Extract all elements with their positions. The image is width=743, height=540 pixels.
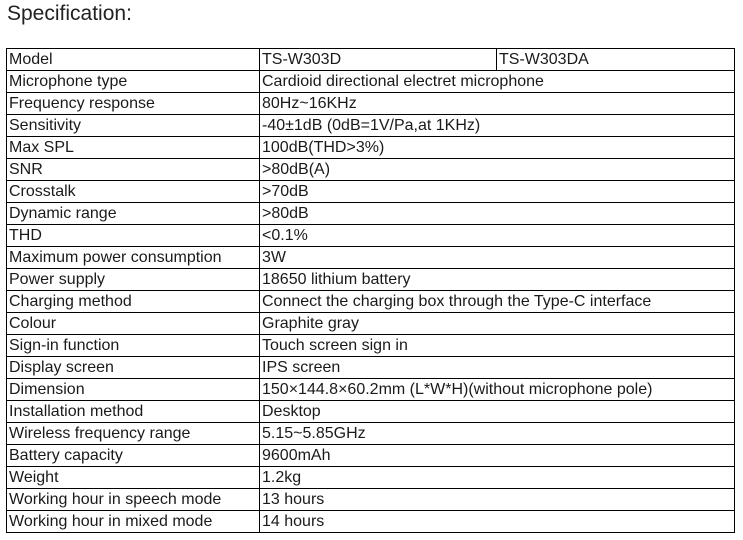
spec-label: Microphone type (7, 71, 260, 93)
spec-value: Graphite gray (260, 313, 735, 335)
spec-value: IPS screen (260, 357, 735, 379)
spec-value: Cardioid directional electret microphone (260, 71, 735, 93)
spec-label: Model (7, 49, 260, 71)
table-row (7, 489, 735, 511)
spec-label: Installation method (7, 401, 260, 423)
spec-label: Maximum power consumption (7, 247, 260, 269)
table-row (7, 379, 735, 401)
table-row (7, 467, 735, 489)
spec-label: Sign-in function (7, 335, 260, 357)
model-a-cell: TS-W303D (260, 49, 497, 71)
table-row (7, 203, 735, 225)
spec-value: Connect the charging box through the Type-C interface (260, 291, 735, 313)
table-row (7, 247, 735, 269)
spec-label: Dynamic range (7, 203, 260, 225)
table-row (7, 423, 735, 445)
spec-label: Wireless frequency range (7, 423, 260, 445)
spec-label: Sensitivity (7, 115, 260, 137)
spec-value: 3W (260, 247, 735, 269)
spec-label: Frequency response (7, 93, 260, 115)
spec-value: 9600mAh (260, 445, 735, 467)
table-row (7, 115, 735, 137)
table-row (7, 313, 735, 335)
table-row (7, 357, 735, 379)
spec-value: 14 hours (260, 511, 735, 533)
model-b-cell: TS-W303DA (497, 49, 735, 71)
spec-label: THD (7, 225, 260, 247)
table-row (7, 401, 735, 423)
table-row (7, 511, 735, 533)
spec-label: Display screen (7, 357, 260, 379)
spec-label: Crosstalk (7, 181, 260, 203)
spec-label: Dimension (7, 379, 260, 401)
spec-value: >80dB(A) (260, 159, 735, 181)
spec-value: 13 hours (260, 489, 735, 511)
table-row (7, 71, 735, 93)
page-title: Specification: (7, 2, 132, 25)
spec-value: >80dB (260, 203, 735, 225)
spec-value: -40±1dB (0dB=1V/Pa,at 1KHz) (260, 115, 735, 137)
spec-value: 1.2kg (260, 467, 735, 489)
table-row (7, 269, 735, 291)
spec-label: SNR (7, 159, 260, 181)
table-row (7, 93, 735, 115)
spec-value: 18650 lithium battery (260, 269, 735, 291)
spec-label: Max SPL (7, 137, 260, 159)
spec-value: Desktop (260, 401, 735, 423)
table-row (7, 225, 735, 247)
table-row (7, 445, 735, 467)
specification-table (6, 48, 735, 533)
spec-value: 100dB(THD>3%) (260, 137, 735, 159)
spec-label: Battery capacity (7, 445, 260, 467)
spec-value: 5.15~5.85GHz (260, 423, 735, 445)
spec-label: Weight (7, 467, 260, 489)
spec-value: 80Hz~16KHz (260, 93, 735, 115)
table-row (7, 181, 735, 203)
spec-label: Charging method (7, 291, 260, 313)
spec-label: Colour (7, 313, 260, 335)
table-row (7, 291, 735, 313)
spec-value: Touch screen sign in (260, 335, 735, 357)
spec-label: Working hour in mixed mode (7, 511, 260, 533)
spec-label: Power supply (7, 269, 260, 291)
table-row (7, 137, 735, 159)
table-row-model (7, 49, 735, 71)
table-row (7, 159, 735, 181)
table-row (7, 335, 735, 357)
spec-value: 150×144.8×60.2mm (L*W*H)(without microphone pole) (260, 379, 735, 401)
spec-label: Working hour in speech mode (7, 489, 260, 511)
spec-value: >70dB (260, 181, 735, 203)
spec-value: <0.1% (260, 225, 735, 247)
